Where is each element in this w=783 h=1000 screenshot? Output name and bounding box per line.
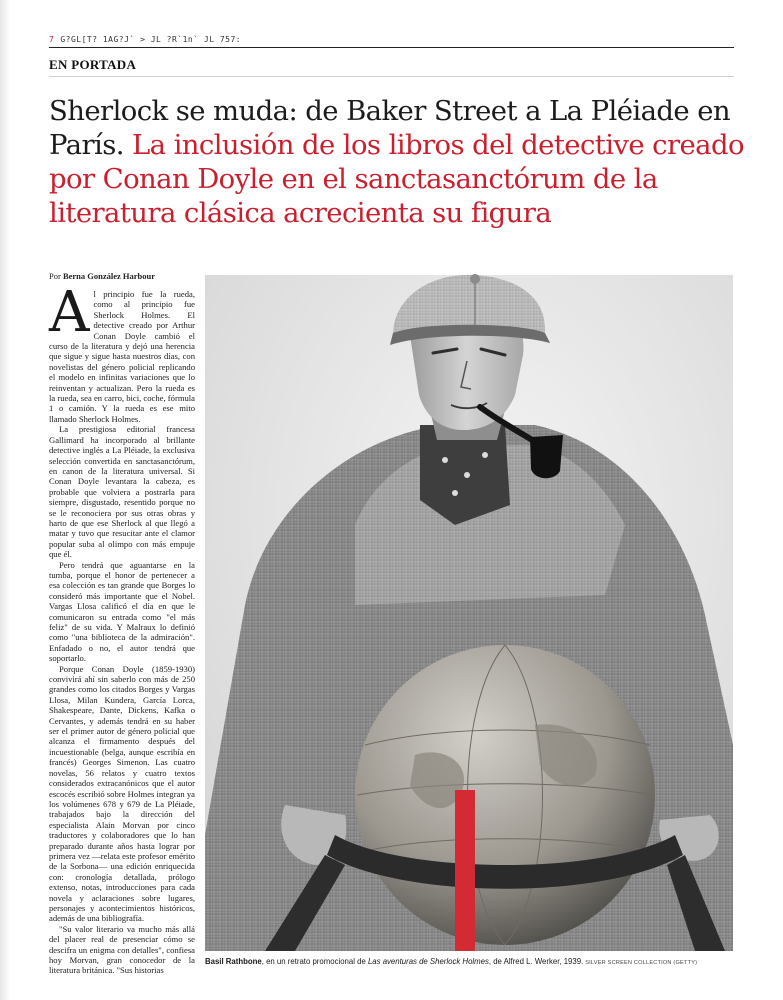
- drop-cap: A: [49, 280, 90, 345]
- headline-main: Sherlock se muda: de Baker Street a La Pléiade en París.: [49, 95, 730, 161]
- portrait-illustration: [205, 275, 733, 951]
- running-head: [49, 35, 241, 44]
- caption-work: Las aventuras de Sherlock Holmes: [367, 957, 489, 966]
- article-paragraph: [49, 280, 195, 424]
- portrait-photo: [205, 275, 733, 951]
- caption-subject: Basil Rathbone: [205, 957, 262, 966]
- headline-subhead: La inclusión de los libros del detective creado por Conan Doyle en el sanctasanctórum de la literatura clásica acrecienta su figura: [49, 129, 744, 229]
- top-rule: [49, 47, 734, 48]
- section-label: EN PORTADA: [49, 57, 137, 72]
- headline: [49, 94, 749, 230]
- section-rule: [49, 76, 734, 77]
- globe: [355, 645, 655, 945]
- article-paragraph: "Su valor literario va mucho más allá del placer real de presenciar cómo se descifra un enigma con detalles", confiesa hoy Morvan, gran conocedor de la literatura británica. "Sus historias: [49, 923, 195, 976]
- article-body: [49, 280, 195, 976]
- pipe-bowl: [530, 435, 563, 478]
- article-paragraph: La prestigiosa editorial francesa Gallimard ha incorporado al brillante detective inglés a La Pléiade, la exclusiva selección convertida en sanctasanctórum, en canon de la literatura universal. Si Conan Doyle levantara la cabeza, es probable que volviera a postrarla para siempre, disgustado, resentido porque no se le reconociera por sus otras obras y harto de que ese Sherlock al que llegó a matar y tuvo que resucitar ante el clamor popular suba al olimpo con más empuje que él.: [49, 424, 195, 560]
- photo-caption: [205, 957, 745, 966]
- article-paragraph: Pero tendrá que aguantarse en la tumba, porque el honor de pertenecer a esa colección es tan grande que Borges lo consideró más importante que el Nobel. Vargas Llosa calificó el día en que le comunicaron su entrada como "el más feliz" de su vida. Y Malraux lo definió como "una biblioteca de la admiración". Enfadado o no, el autor tendrá que soportarlo.: [49, 559, 195, 664]
- page-gutter-shadow: [0, 0, 10, 1000]
- byline-author: Berna González Harbour: [62, 271, 156, 281]
- photo-credit: SILVER SCREEN COLLECTION (GETTY): [585, 960, 698, 966]
- caption-text-after: , de Alfred L. Werker, 1939.: [488, 957, 584, 966]
- byline-prefix: Por: [49, 271, 61, 281]
- caption-text-before: , en un retrato promocional de: [261, 957, 368, 966]
- running-head-text: G?GL[T? 1AG?J` > JL ?R`1n` JL 757:: [60, 35, 242, 44]
- paragraph-text: l principio fue la rueda, como al principio fue Sherlock Holmes. El detective creado por Arthur Conan Doyle cambió el curso de la literatura y dejó una herencia que sigue y sigue hasta nuestros días, con novelistas del género policial replicando el modelo en infinitas variaciones que lo reinventan y actualizan. Pero la rueda es la rueda, sea en carro, bici, coche, fórmula 1 o camión. Y la rueda es ese mito llamado Sherlock Holmes.: [49, 289, 195, 424]
- red-accent-bar: [455, 790, 475, 951]
- article-paragraph: Porque Conan Doyle (1859-1930) convivirá ahí sin saberlo con más de 250 grandes como los citados Borges y Vargas Llosa, Milan Kundera, García Lorca, Shakespeare, Dante, Dickens, Kafka o Cervantes, y además tendrá en su haber ser el primer autor de género policial que alcanza el firmamento después del incuestionable (belga, aunque escribía en francés) Georges Simenon. Las cuatro novelas, 56 relatos y cuatro textos considerados extracanónicos que el autor escocés escribió sobre Holmes integran ya los volúmenes 678 y 679 de La Pléiade, trabajados bajo la dirección del especialista Alain Morvan por cinco traductores y colaboradores que lo han preparado durante años hasta lograr por primera vez —relata este profesor emérito de la Sorbona— una edición enriquecida con: cronología detallada, prólogo extenso, notas, introducciones para cada novela y aclaraciones sobre lugares, personajes y acontecimientos históricos, además de una bibliografía.: [49, 663, 195, 924]
- page-number: 7: [49, 35, 55, 44]
